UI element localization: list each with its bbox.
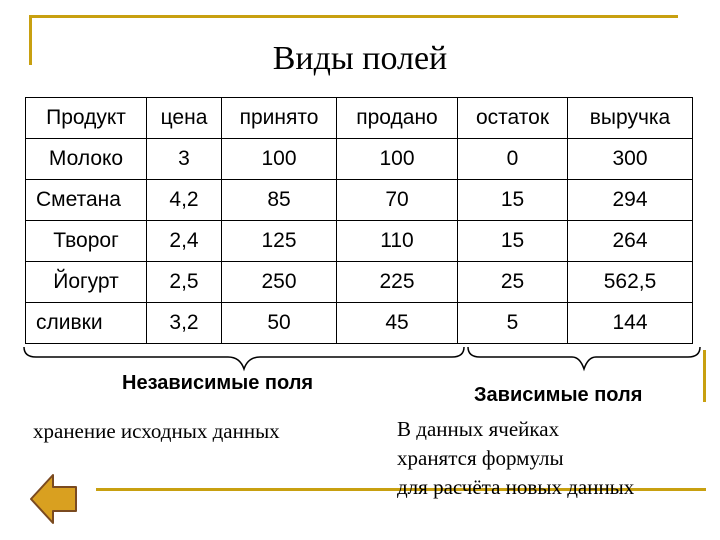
data-table xyxy=(25,97,693,344)
table-cell: Творог xyxy=(26,221,147,262)
header-cell: остаток xyxy=(458,98,568,139)
table-cell: 2,4 xyxy=(147,221,222,262)
header-cell: продано xyxy=(337,98,458,139)
table-cell: 15 xyxy=(458,221,568,262)
table-cell: 144 xyxy=(568,303,693,344)
table-cell: 45 xyxy=(337,303,458,344)
table-row xyxy=(26,262,693,303)
table-row xyxy=(26,139,693,180)
independent-fields-label: Независимые поля xyxy=(122,372,314,394)
table-cell: 85 xyxy=(222,180,337,221)
table-cell: 5 xyxy=(458,303,568,344)
table-cell: 264 xyxy=(568,221,693,262)
table-cell: 4,2 xyxy=(147,180,222,221)
dependent-fields-label: Зависимые поля xyxy=(474,384,643,406)
dependent-fields-description xyxy=(397,415,634,502)
table-row xyxy=(26,180,693,221)
header-cell: выручка xyxy=(568,98,693,139)
table-cell: Йогурт xyxy=(26,262,147,303)
independent-fields-description: хранение исходных данных xyxy=(33,419,280,443)
decorative-top-line xyxy=(29,15,678,18)
table-cell: 225 xyxy=(337,262,458,303)
dependent-brace xyxy=(466,344,702,372)
table-cell: 15 xyxy=(458,180,568,221)
page-title: Виды полей xyxy=(272,40,448,77)
table-cell: сливки xyxy=(26,303,147,344)
header-cell: цена xyxy=(147,98,222,139)
table-cell: 3 xyxy=(147,139,222,180)
table-cell: 3,2 xyxy=(147,303,222,344)
table-cell: 50 xyxy=(222,303,337,344)
table-cell: 70 xyxy=(337,180,458,221)
table-cell: Сметана xyxy=(26,180,147,221)
table-cell: 25 xyxy=(458,262,568,303)
description-line: В данных ячейках xyxy=(397,417,560,441)
decorative-right-line xyxy=(703,350,706,402)
table-cell: 100 xyxy=(222,139,337,180)
table-cell: 2,5 xyxy=(147,262,222,303)
table-cell: 250 xyxy=(222,262,337,303)
table-cell: 300 xyxy=(568,139,693,180)
table-row xyxy=(26,303,693,344)
description-line: хранятся формулы xyxy=(397,446,564,470)
table-cell: 294 xyxy=(568,180,693,221)
header-cell: Продукт xyxy=(26,98,147,139)
header-cell: принято xyxy=(222,98,337,139)
table-cell: 0 xyxy=(458,139,568,180)
table-cell: 110 xyxy=(337,221,458,262)
independent-brace xyxy=(22,344,466,372)
table-cell: 125 xyxy=(222,221,337,262)
description-line: для расчёта новых данных xyxy=(397,475,635,499)
table-cell: 100 xyxy=(337,139,458,180)
table-row xyxy=(26,221,693,262)
table-cell: Молоко xyxy=(26,139,147,180)
table-header-row xyxy=(26,98,693,139)
left-arrow-icon[interactable] xyxy=(29,472,79,526)
table-cell: 562,5 xyxy=(568,262,693,303)
